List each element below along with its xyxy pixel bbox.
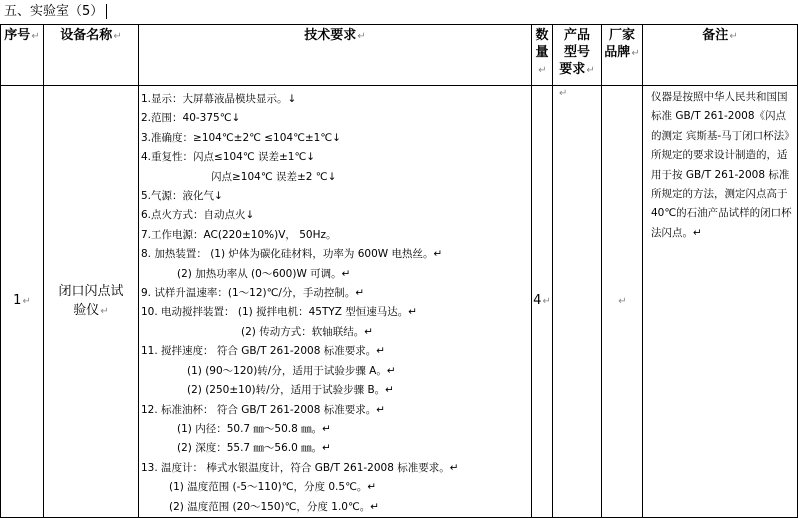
requirement-line: 1.显示：大屏幕液晶模块显示。↓ — [141, 93, 297, 105]
requirement-line: 10. 电动搅拌装置： (1) 搅拌电机：45TYZ 型恒速马达。↵ — [141, 306, 418, 319]
header-remark: 备注↵ — [643, 25, 798, 86]
header-model: 产品 型号 要求↵ — [553, 25, 602, 86]
row-name: 闭口闪点试 验仪↵ — [44, 86, 139, 518]
requirement-line: (2) (250±10)转/分，适用于试验步骤 B。↵ — [187, 384, 394, 397]
section-heading-text: 五、实验室（5） — [4, 4, 104, 19]
row-no: 1↵ — [1, 86, 44, 518]
row-remark — [643, 86, 798, 518]
requirement-line: 2.范围：40-375℃↓ — [141, 112, 241, 125]
header-name: 设备名称↵ — [44, 25, 139, 86]
section-heading — [4, 4, 107, 20]
requirement-line: 12. 标准油杯： 符合 GB/T 261-2008 标准要求。↵ — [141, 403, 386, 416]
header-row — [1, 25, 798, 86]
requirement-line: (2) 温度范围 (20～150)℃，分度 1.0℃。↵ — [169, 500, 380, 513]
requirement-line: 13. 温度计： 棒式水银温度计，符合 GB/T 261-2008 标准要求。↵ — [141, 461, 459, 474]
table-row — [1, 86, 798, 518]
requirement-line: 闪点≥104℃ 误差±2 ℃↓ — [211, 170, 337, 183]
remark-text: 仪器是按照中华人民共和国国标准 GB/T 261-2008《闪点的测定 宾斯基-马丁闭口杯法》所规定的要求设计制造的，适用于按 GB/T 261-2008 标准所规定的方法，测定闪点高于 40℃的石油产品试样的闭口杯法闪点。↵ — [651, 91, 792, 239]
row-model: ↵ — [553, 86, 602, 518]
header-no: 序号↵ — [1, 25, 44, 86]
requirement-line: (2) 深度：55.7 ㎜～56.0 ㎜。↵ — [177, 442, 331, 455]
requirement-line: (2) 加热功率从 (0～600)W 可调。↵ — [177, 267, 351, 280]
requirement-line: 3.准确度：≥104℃±2℃ ≤104℃±1℃↓ — [141, 131, 341, 144]
requirement-line: 11. 搅拌速度： 符合 GB/T 261-2008 标准要求。↵ — [141, 345, 386, 358]
requirement-line: 5.气源：液化气↓ — [141, 190, 223, 203]
text-cursor — [106, 4, 107, 19]
requirement-line: 6.点火方式：自动点火↓ — [141, 209, 255, 222]
requirement-line: 8. 加热装置： (1) 炉体为碳化硅材料，功率为 600W 电热丝。↵ — [141, 248, 443, 261]
row-qty: 4↵ — [532, 86, 553, 518]
requirement-line: 9. 试样升温速率：(1～12)℃/分，手动控制。↵ — [141, 287, 365, 300]
row-brand: ↵ — [602, 86, 643, 518]
requirement-line: (1) 温度范围 (-5～110)℃，分度 0.5℃。↵ — [169, 481, 377, 494]
requirement-line: (1) (90～120)转/分，适用于试验步骤 A。↵ — [187, 364, 396, 377]
header-brand: 厂家 品牌↵ — [602, 25, 643, 86]
requirement-line: (1) 内径：50.7 ㎜～50.8 ㎜。↵ — [177, 422, 331, 435]
row-requirements — [139, 86, 532, 518]
requirement-line: 7.工作电源：AC(220±10%)V， 50Hz。 — [141, 228, 337, 241]
equipment-spec-table — [0, 24, 798, 518]
requirement-line: (2) 传动方式：软轴联结。↵ — [241, 325, 374, 338]
header-qty: 数 量↵ — [532, 25, 553, 86]
header-tech: 技术要求↵ — [139, 25, 532, 86]
requirement-line: 4.重复性：闪点≤104℃ 误差±1℃↓ — [141, 151, 316, 164]
requirements-list — [139, 86, 531, 517]
